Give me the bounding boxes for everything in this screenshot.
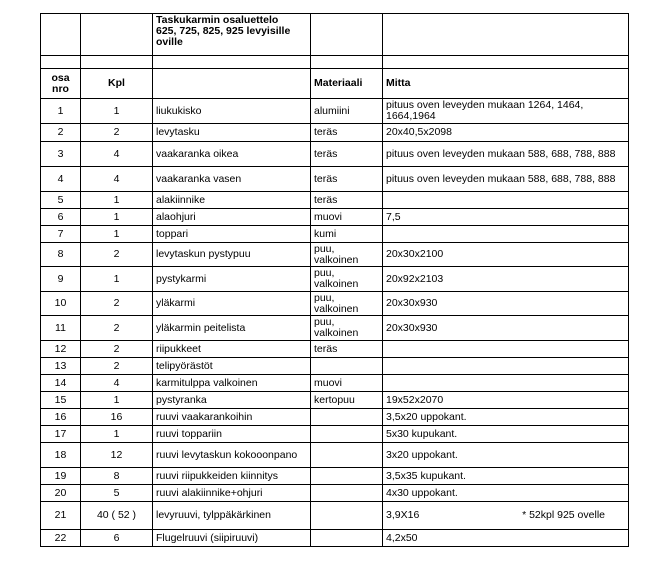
cell-name: riipukkeet xyxy=(153,341,311,358)
header-row xyxy=(41,69,629,99)
empty-cell xyxy=(311,56,383,69)
cell-qty: 16 xyxy=(81,409,153,426)
cell-part-no: 21 xyxy=(41,502,81,530)
cell-material xyxy=(311,426,383,443)
table-row xyxy=(41,243,629,267)
cell-name: pystykarmi xyxy=(153,267,311,292)
title-line: oville xyxy=(156,36,183,48)
cell-part-no: 18 xyxy=(41,443,81,468)
table-row xyxy=(41,409,629,426)
table-row xyxy=(41,341,629,358)
table-row xyxy=(41,375,629,392)
cell-dimension: 7,5 xyxy=(383,209,629,226)
cell-part-no: 9 xyxy=(41,267,81,292)
cell-material: muovi xyxy=(311,209,383,226)
header-line: osa xyxy=(51,71,70,84)
table-row xyxy=(41,468,629,485)
header-part-no xyxy=(41,69,81,99)
cell-dimension xyxy=(383,341,629,358)
header-line: nro xyxy=(52,82,69,95)
cell-part-no: 15 xyxy=(41,392,81,409)
cell-qty: 6 xyxy=(81,530,153,547)
cell-dimension xyxy=(383,502,629,530)
cell-qty: 40 ( 52 ) xyxy=(81,502,153,530)
cell-qty: 1 xyxy=(81,99,153,124)
cell-material xyxy=(311,502,383,530)
title-line: 625, 725, 825, 925 levyisille xyxy=(156,25,291,37)
table-row xyxy=(41,358,629,375)
cell-material: puu, valkoinen xyxy=(311,292,383,316)
table-row xyxy=(41,426,629,443)
cell-name: vaakaranka vasen xyxy=(153,167,311,192)
cell-material xyxy=(311,485,383,502)
cell-material: muovi xyxy=(311,375,383,392)
table-row xyxy=(41,485,629,502)
title-row xyxy=(41,14,629,56)
parts-table xyxy=(40,13,629,547)
cell-part-no: 22 xyxy=(41,530,81,547)
cell-name: liukukisko xyxy=(153,99,311,124)
cell-dimension: 4x30 uppokant. xyxy=(383,485,629,502)
cell-material: puu, valkoinen xyxy=(311,316,383,341)
table-row xyxy=(41,226,629,243)
cell-material xyxy=(311,409,383,426)
table-row xyxy=(41,99,629,124)
cell-dimension: 19x52x2070 xyxy=(383,392,629,409)
cell-name: levyruuvi, tylppäkärkinen xyxy=(153,502,311,530)
cell-name: levytaskun pystypuu xyxy=(153,243,311,267)
table-row xyxy=(41,267,629,292)
cell-material xyxy=(311,443,383,468)
cell-name: alaohjuri xyxy=(153,209,311,226)
empty-cell xyxy=(81,56,153,69)
cell-part-no: 16 xyxy=(41,409,81,426)
cell-material: teräs xyxy=(311,142,383,167)
cell-dimension: 20x40,5x2098 xyxy=(383,124,629,142)
cell-part-no: 5 xyxy=(41,192,81,209)
cell-part-no: 1 xyxy=(41,99,81,124)
cell-qty: 1 xyxy=(81,267,153,292)
cell-name: alakiinnike xyxy=(153,192,311,209)
cell-part-no: 8 xyxy=(41,243,81,267)
cell-qty: 1 xyxy=(81,226,153,243)
cell-qty: 2 xyxy=(81,124,153,142)
cell-material: teräs xyxy=(311,167,383,192)
empty-cell xyxy=(41,14,81,56)
header-dimension: Mitta xyxy=(383,69,629,99)
empty-cell xyxy=(153,69,311,99)
cell-material: teräs xyxy=(311,192,383,209)
cell-qty: 1 xyxy=(81,392,153,409)
cell-dimension: 3,5x35 kupukant. xyxy=(383,468,629,485)
table-row xyxy=(41,316,629,341)
cell-qty: 1 xyxy=(81,209,153,226)
cell-dimension: 20x92x2103 xyxy=(383,267,629,292)
table-row xyxy=(41,192,629,209)
cell-dimension: 20x30x2100 xyxy=(383,243,629,267)
cell-qty: 2 xyxy=(81,292,153,316)
cell-material xyxy=(311,358,383,375)
cell-qty: 1 xyxy=(81,192,153,209)
cell-dimension: 3,5x20 uppokant. xyxy=(383,409,629,426)
cell-part-no: 19 xyxy=(41,468,81,485)
cell-name: levytasku xyxy=(153,124,311,142)
cell-part-no: 3 xyxy=(41,142,81,167)
document-title xyxy=(153,14,311,56)
table-row xyxy=(41,502,629,530)
cell-name: karmitulppa valkoinen xyxy=(153,375,311,392)
cell-material: alumiini xyxy=(311,99,383,124)
cell-part-no: 11 xyxy=(41,316,81,341)
cell-name: ruuvi riipukkeiden kiinnitys xyxy=(153,468,311,485)
cell-dimension: 3x20 uppokant. xyxy=(383,443,629,468)
table-row xyxy=(41,142,629,167)
table-row xyxy=(41,530,629,547)
cell-part-no: 12 xyxy=(41,341,81,358)
cell-material: puu, valkoinen xyxy=(311,243,383,267)
cell-qty: 2 xyxy=(81,316,153,341)
cell-part-no: 2 xyxy=(41,124,81,142)
cell-part-no: 6 xyxy=(41,209,81,226)
cell-part-no: 14 xyxy=(41,375,81,392)
cell-dimension xyxy=(383,358,629,375)
empty-cell xyxy=(383,56,629,69)
cell-dimension: pituus oven leveyden mukaan 1264, 1464, 1664,1964 xyxy=(383,99,629,124)
cell-name: toppari xyxy=(153,226,311,243)
cell-dimension: 5x30 kupukant. xyxy=(383,426,629,443)
cell-part-no: 4 xyxy=(41,167,81,192)
cell-name: ruuvi vaakarankoihin xyxy=(153,409,311,426)
cell-dimension xyxy=(383,375,629,392)
cell-material: kumi xyxy=(311,226,383,243)
cell-part-no: 20 xyxy=(41,485,81,502)
cell-name: Flugelruuvi (siipiruuvi) xyxy=(153,530,311,547)
cell-qty: 2 xyxy=(81,341,153,358)
cell-name: yläkarmi xyxy=(153,292,311,316)
table-row xyxy=(41,392,629,409)
cell-dimension: pituus oven leveyden mukaan 588, 688, 788, 888 xyxy=(383,142,629,167)
cell-name: telipyörästöt xyxy=(153,358,311,375)
cell-name: ruuvi alakiinnike+ohjuri xyxy=(153,485,311,502)
cell-dimension: 4,2x50 xyxy=(383,530,629,547)
table-row xyxy=(41,167,629,192)
cell-dimension: 20x30x930 xyxy=(383,316,629,341)
cell-part-no: 7 xyxy=(41,226,81,243)
spacer-row xyxy=(41,56,629,69)
cell-material: teräs xyxy=(311,341,383,358)
empty-cell xyxy=(41,56,81,69)
table-row xyxy=(41,124,629,142)
cell-material xyxy=(311,468,383,485)
cell-dimension: 20x30x930 xyxy=(383,292,629,316)
cell-name: ruuvi levytaskun kokooonpano xyxy=(153,443,311,468)
cell-qty: 8 xyxy=(81,468,153,485)
cell-part-no: 13 xyxy=(41,358,81,375)
table-row xyxy=(41,292,629,316)
cell-material xyxy=(311,530,383,547)
cell-qty: 2 xyxy=(81,358,153,375)
table-row xyxy=(41,209,629,226)
header-qty: Kpl xyxy=(81,69,153,99)
empty-cell xyxy=(81,14,153,56)
cell-name: pystyranka xyxy=(153,392,311,409)
cell-qty: 4 xyxy=(81,375,153,392)
empty-cell xyxy=(383,14,629,56)
cell-dimension xyxy=(383,226,629,243)
cell-name: yläkarmin peitelista xyxy=(153,316,311,341)
table-row xyxy=(41,443,629,468)
cell-part-no: 17 xyxy=(41,426,81,443)
cell-part-no: 10 xyxy=(41,292,81,316)
header-material: Materiaali xyxy=(311,69,383,99)
cell-dimension: pituus oven leveyden mukaan 588, 688, 788, 888 xyxy=(383,167,629,192)
title-line: Taskukarmin osaluettelo xyxy=(156,14,279,26)
cell-dimension xyxy=(383,192,629,209)
empty-cell xyxy=(153,56,311,69)
cell-dimension-text: 3,9X16 xyxy=(386,509,420,521)
cell-material: puu, valkoinen xyxy=(311,267,383,292)
cell-qty: 1 xyxy=(81,426,153,443)
cell-qty: 5 xyxy=(81,485,153,502)
parts-table-body xyxy=(41,14,629,547)
empty-cell xyxy=(311,14,383,56)
cell-qty: 2 xyxy=(81,243,153,267)
cell-name: ruuvi toppariin xyxy=(153,426,311,443)
cell-name: vaakaranka oikea xyxy=(153,142,311,167)
cell-material: kertopuu xyxy=(311,392,383,409)
cell-qty: 4 xyxy=(81,167,153,192)
cell-qty: 12 xyxy=(81,443,153,468)
cell-qty: 4 xyxy=(81,142,153,167)
cell-material: teräs xyxy=(311,124,383,142)
cell-note: * 52kpl 925 ovelle xyxy=(522,509,605,521)
